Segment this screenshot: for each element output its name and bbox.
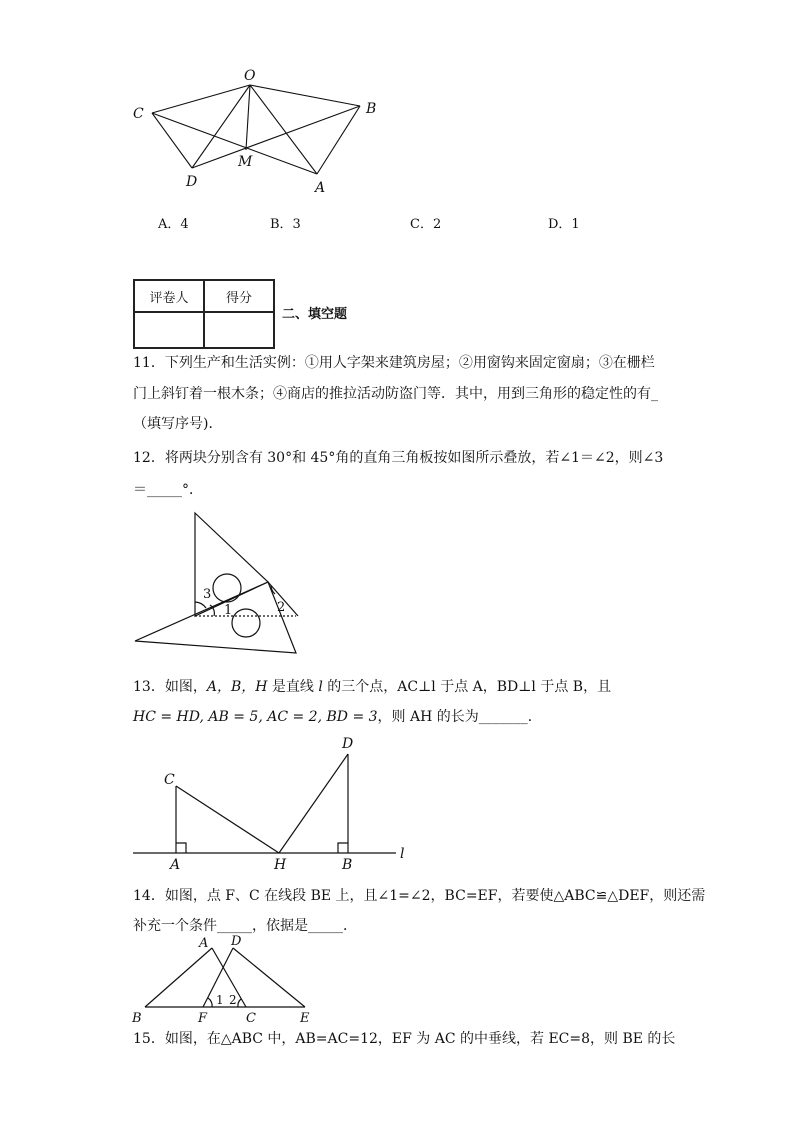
figure-q13 [128,732,418,872]
segment-OM [246,85,250,150]
hole-upper [213,574,241,602]
q13-points: A，B，H [206,679,268,695]
label-D: D [231,934,242,949]
q13-post: 的三个点，AC⊥l 于点 A，BD⊥l 于点 B，且 [322,679,612,695]
label-l: l [400,846,405,862]
q12-line2: ＝_____°． [133,482,203,498]
segment-OC [152,85,250,113]
label-E: E [300,1011,310,1024]
label-angle-2: 2 [229,993,237,1007]
arc-1 [208,998,212,1007]
section-title: 二、填空题 [282,307,348,322]
label-C: C [164,772,175,788]
figure-q12 [130,508,310,658]
arc-2 [238,999,241,1007]
q13-ask: ，则 AH 的长为_______． [377,709,542,725]
grade-table-grader-cell [134,312,204,348]
segment-DE [233,948,305,1007]
label-F: F [198,1011,208,1024]
q11-line2: 门上斜钉着一根木条；④商店的推拉活动防盗门等．其中，用到三角形的稳定性的有_ [133,386,658,402]
label-H: H [274,857,287,872]
label-A: A [315,180,326,196]
label-C: C [246,1011,256,1024]
figure-q14 [128,932,328,1024]
figure-q10 [120,60,390,200]
label-O: O [244,68,256,84]
choice-a: A．4 [158,217,189,232]
segment-OA [250,85,317,174]
triangle-lower [135,582,296,653]
choice-c: C．2 [410,217,442,232]
segment-CD [152,113,192,168]
q11-line3: （填写序号)． [133,416,223,432]
q14-line2: 补充一个条件_____，依据是_____． [133,918,357,934]
q13-mid: 是直线 [267,679,319,695]
label-C: C [133,106,144,122]
label-angle-3: 3 [203,587,212,602]
label-angle-2: 2 [277,600,286,615]
q13-formula: HC = HD, AB = 5, AC = 2, BD = 3 [133,709,378,725]
segment-CH [176,786,279,853]
grade-table-score-cell [204,312,274,348]
label-B: B [366,101,377,117]
grade-table-header-grader: 评卷人 [134,280,204,312]
grade-table [133,279,275,349]
label-B: B [132,1011,142,1024]
choice-d: D．1 [548,217,580,232]
right-angle-A [176,843,186,853]
q13-line2 [133,706,542,726]
segment-BA [317,106,360,174]
label-A: A [170,857,181,872]
q14-line1: 14．如图，点 F、C 在线段 BE 上，且∠1=∠2，BC=EF，若要使△ABC≌△DEF，则还需 [133,888,706,904]
right-angle-B [338,843,348,853]
q15-line1: 15．如图，在△ABC 中，AB=AC=12，EF 为 AC 的中垂线，若 EC=8，则 BE 的长 [133,1031,676,1047]
grade-table-header-score: 得分 [204,280,274,312]
q13-line1 [133,676,611,696]
segment-BA [145,948,212,1007]
label-angle-1: 1 [216,993,224,1007]
q13-prefix: 13．如图， [133,679,207,695]
label-D: D [342,736,354,752]
label-angle-1: 1 [224,603,233,618]
label-A: A [199,936,209,951]
label-M: M [238,154,253,170]
q13-line-l: l [318,679,323,695]
segment-OB [250,85,360,106]
q11-line1: 11．下列生产和生活实例：①用人字架来建筑房屋；②用窗钩来固定窗扇；③在栅栏 [133,355,655,371]
arc-3 [195,602,206,608]
segment-DH [279,754,348,853]
hole-lower [232,609,260,637]
label-B: B [342,857,353,872]
label-D: D [186,174,198,190]
segment-CA [152,113,317,174]
q12-line1: 12．将两块分别含有 30°和 45°角的直角三角板按如图所示叠放，若∠1＝∠2，则∠3 [133,450,664,466]
choice-b: B．3 [270,217,301,232]
